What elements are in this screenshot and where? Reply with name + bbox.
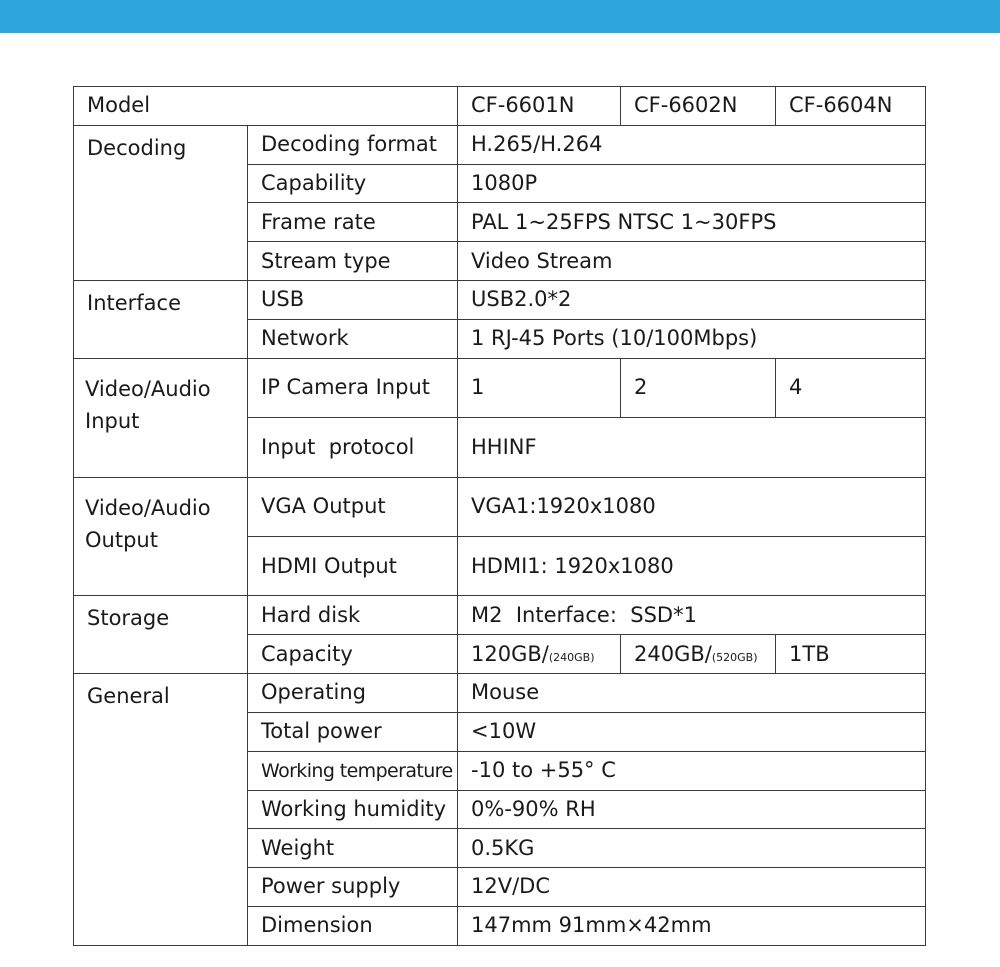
- capacity-main: 1TB: [789, 641, 830, 666]
- row-value: 1 RJ-45 Ports (10/100Mbps): [458, 319, 926, 358]
- group-interface: Interface: [74, 281, 248, 359]
- row-label: Weight: [248, 829, 458, 868]
- top-banner-bar: [0, 0, 1000, 33]
- model-row: [74, 87, 926, 126]
- row-label: Capability: [248, 164, 458, 203]
- row-value: PAL 1~25FPS NTSC 1~30FPS: [458, 203, 926, 242]
- row-value: 147mm 91mm×42mm: [458, 906, 926, 945]
- spec-table: [73, 86, 926, 946]
- group-video-audio-input: Video/Audio Input: [74, 358, 248, 477]
- row-value: 1080P: [458, 164, 926, 203]
- capacity-6604n: [776, 635, 926, 674]
- group-general: General: [74, 674, 248, 946]
- row-label: Total power: [248, 712, 458, 751]
- row-value: USB2.0*2: [458, 281, 926, 320]
- row-label: Dimension: [248, 906, 458, 945]
- row-value: Mouse: [458, 674, 926, 713]
- table-row: [74, 358, 926, 417]
- row-label: Hard disk: [248, 596, 458, 635]
- group-video-audio-output: Video/Audio Output: [74, 477, 248, 596]
- capacity-6602n: [621, 635, 776, 674]
- table-row: [74, 125, 926, 164]
- row-value: M2 Interface: SSD*1: [458, 596, 926, 635]
- group-storage: Storage: [74, 596, 248, 674]
- model-6604n: CF-6604N: [776, 87, 926, 126]
- model-6602n: CF-6602N: [621, 87, 776, 126]
- capacity-note: (520GB): [711, 650, 758, 664]
- row-value: HHINF: [458, 418, 926, 477]
- group-decoding: Decoding: [74, 125, 248, 280]
- row-value: 4: [776, 358, 926, 417]
- model-6601n: CF-6601N: [458, 87, 621, 126]
- row-label: Network: [248, 319, 458, 358]
- capacity-main: 240GB/: [634, 641, 712, 666]
- capacity-6601n: [458, 635, 621, 674]
- row-label: USB: [248, 281, 458, 320]
- row-value: 2: [621, 358, 776, 417]
- capacity-main: 120GB/: [471, 641, 549, 666]
- row-value: VGA1:1920x1080: [458, 477, 926, 536]
- table-row: [74, 281, 926, 320]
- row-value: Video Stream: [458, 242, 926, 281]
- row-label: IP Camera Input: [248, 358, 458, 417]
- row-label: Working humidity: [248, 790, 458, 829]
- capacity-note: (240GB): [548, 650, 595, 664]
- row-label: Power supply: [248, 868, 458, 907]
- row-label: HDMI Output: [248, 536, 458, 595]
- model-label: Model: [74, 87, 458, 126]
- table-row: [74, 596, 926, 635]
- row-value: HDMI1: 1920x1080: [458, 536, 926, 595]
- table-row: [74, 477, 926, 536]
- row-label: Frame rate: [248, 203, 458, 242]
- row-value: <10W: [458, 712, 926, 751]
- temperature-label: Working temperature: [261, 759, 453, 782]
- row-value: 0.5KG: [458, 829, 926, 868]
- row-label: Decoding format: [248, 125, 458, 164]
- table-row: [74, 674, 926, 713]
- row-value: H.265/H.264: [458, 125, 926, 164]
- row-label: Stream type: [248, 242, 458, 281]
- row-label: Capacity: [248, 635, 458, 674]
- row-label: [248, 751, 458, 790]
- row-value: 1: [458, 358, 621, 417]
- row-label: VGA Output: [248, 477, 458, 536]
- row-value: -10 to +55° C: [458, 751, 926, 790]
- row-label: Input protocol: [248, 418, 458, 477]
- row-label: Operating: [248, 674, 458, 713]
- row-value: 12V/DC: [458, 868, 926, 907]
- row-value: 0%-90% RH: [458, 790, 926, 829]
